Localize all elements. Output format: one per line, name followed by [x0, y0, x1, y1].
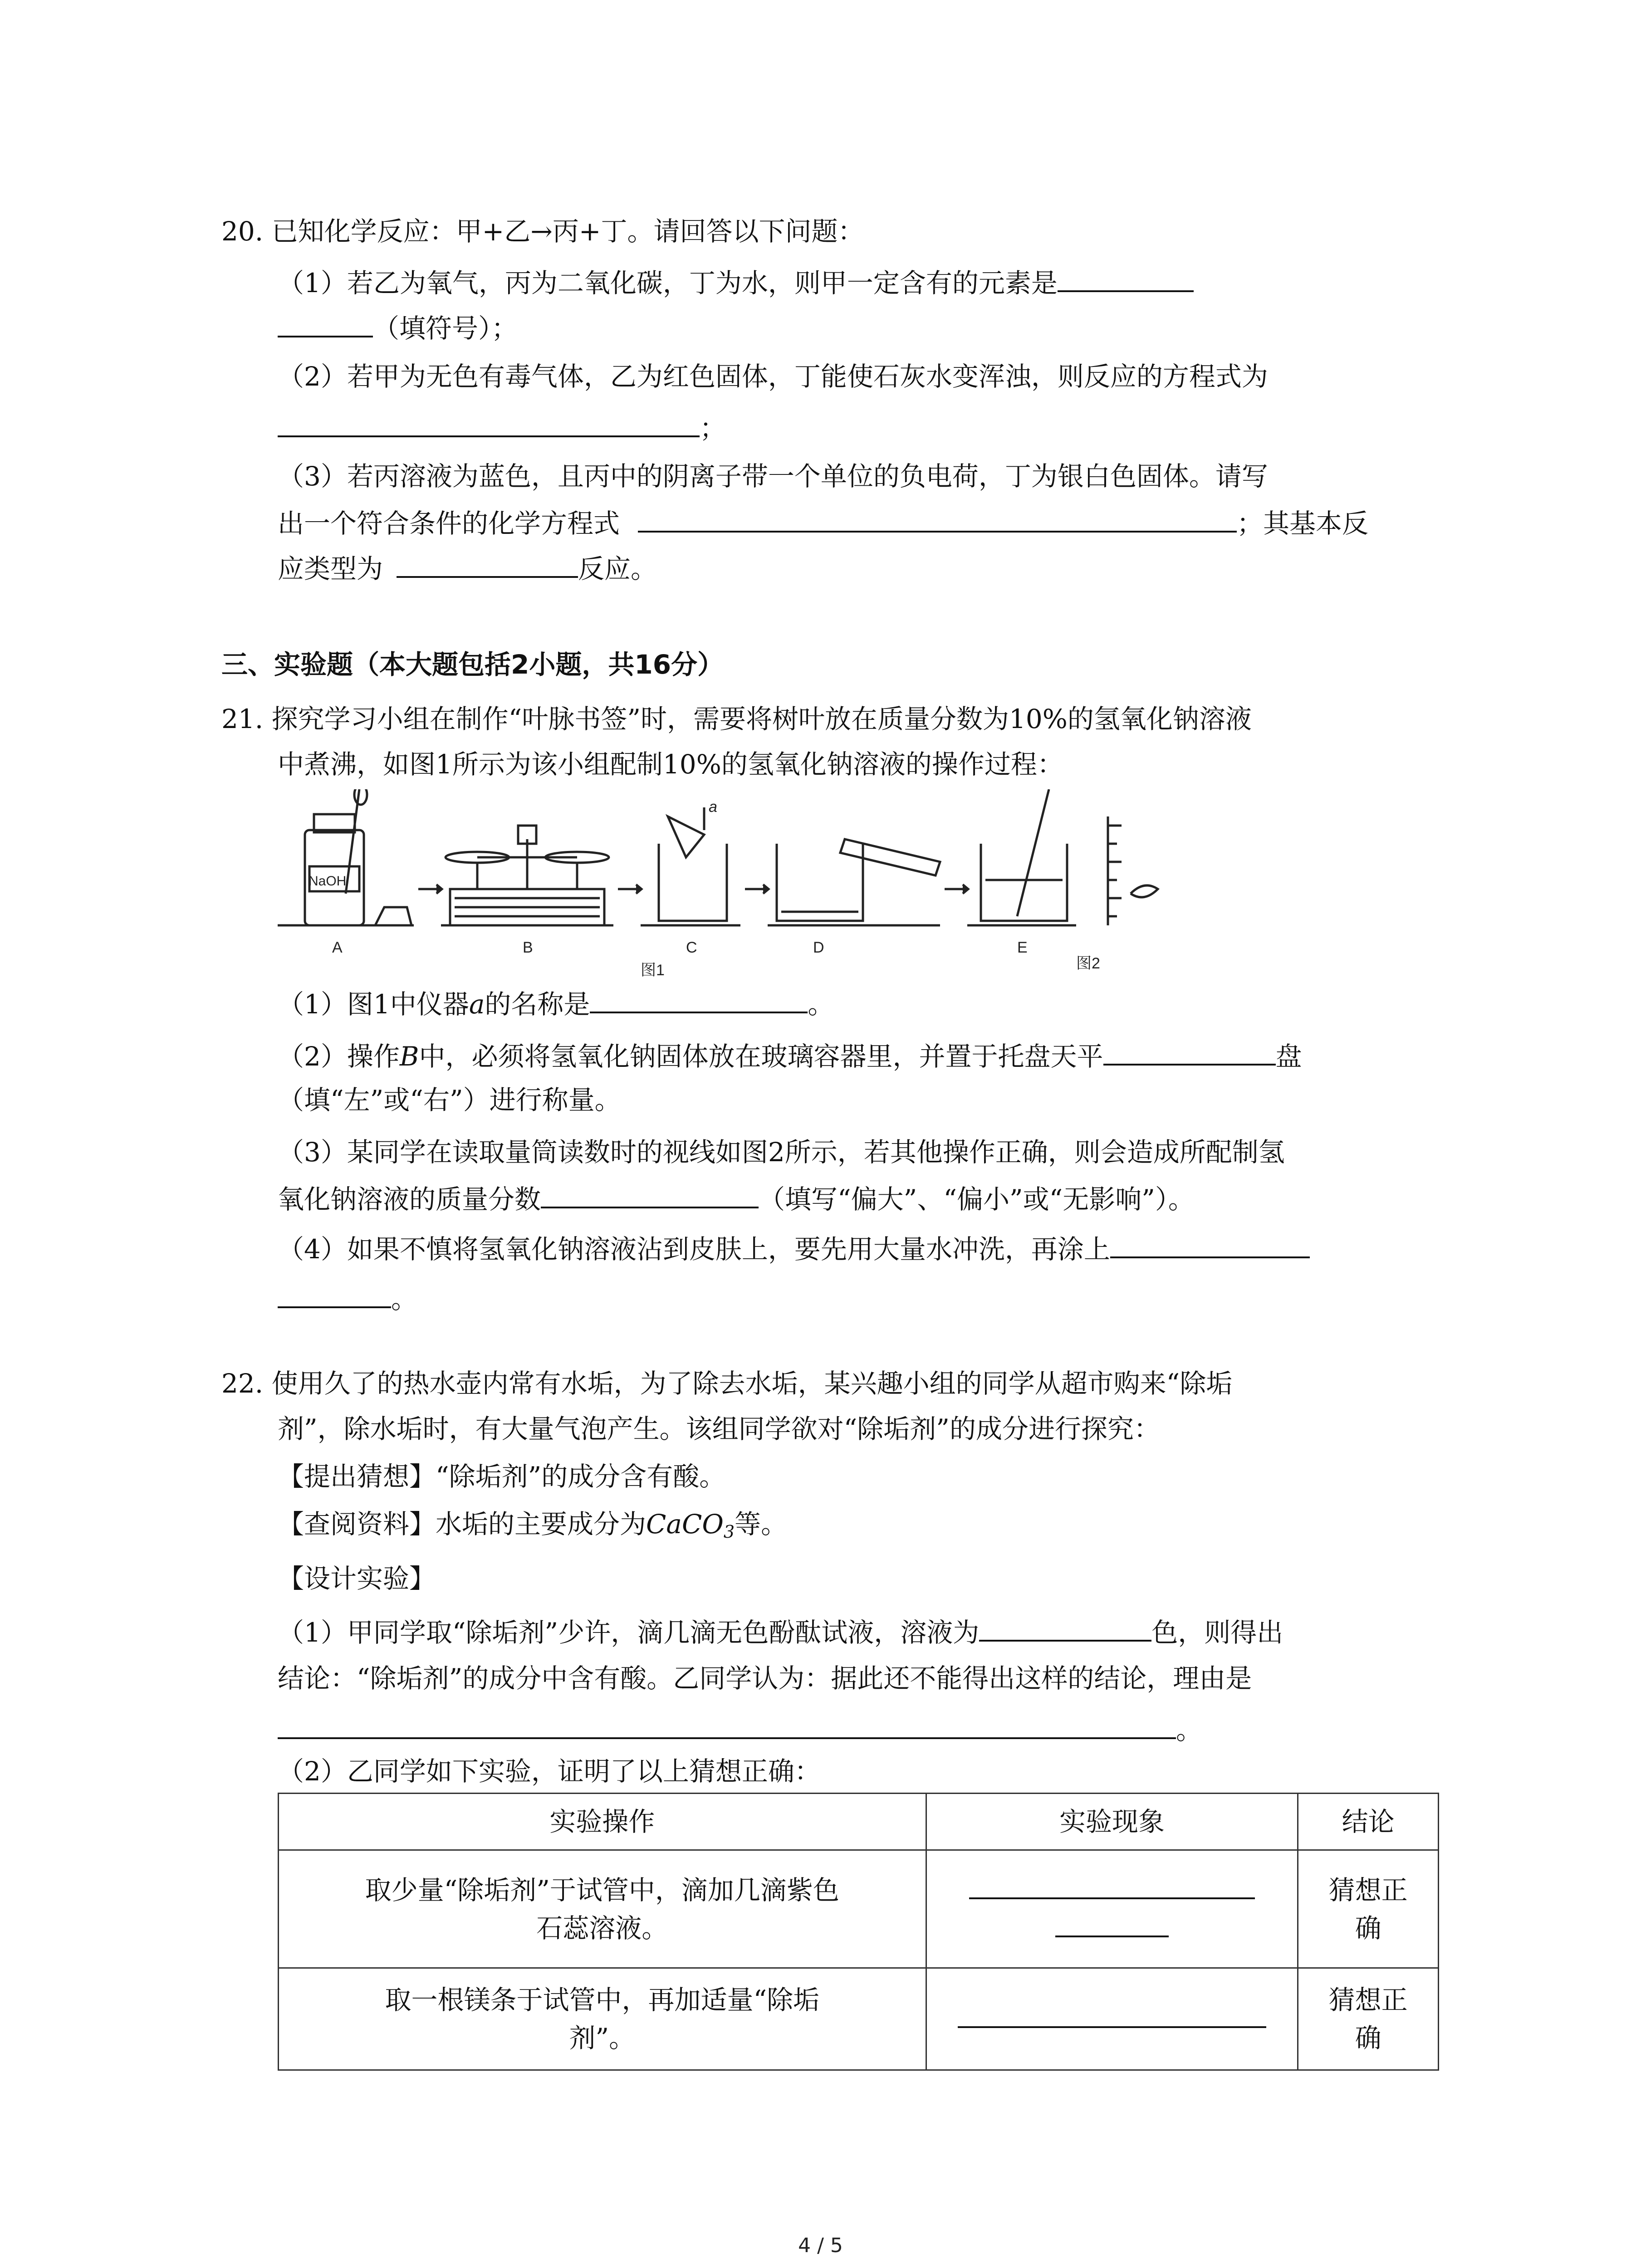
- conclusion-text: 确: [1355, 1912, 1381, 1944]
- header-conclusion: 结论: [1298, 1794, 1439, 1850]
- q22-info-end: 等。: [735, 1509, 788, 1540]
- table-row: [279, 1968, 1439, 2070]
- phenomenon-cell: [926, 1968, 1298, 2070]
- q21-p2-var: B: [399, 1041, 419, 1072]
- fig1-caption: 图1: [641, 962, 665, 979]
- naoh-label: NaOH: [309, 874, 347, 889]
- q22-part2: （2）乙同学如下实验，证明了以上猜想正确：: [278, 1756, 821, 1787]
- beaker-c: [659, 844, 727, 921]
- q20-p3-end: 反应。: [578, 553, 657, 584]
- operation-text: 石蕊溶液。: [536, 1912, 668, 1944]
- q20-part3-type: [278, 549, 657, 587]
- answer-blank[interactable]: [397, 549, 578, 578]
- q21-p1-end: 。: [808, 989, 834, 1020]
- operation-text: 取一根镁条于试管中，再加适量“除垢: [385, 1984, 820, 2015]
- q21-part4-cont: [278, 1279, 417, 1317]
- q22-p1-end: 。: [1176, 1715, 1203, 1745]
- answer-blank[interactable]: [590, 984, 808, 1013]
- label-D: D: [813, 939, 824, 956]
- q22-guess: 【提出猜想】“除垢剂”的成分含有酸。: [278, 1461, 726, 1492]
- answer-blank[interactable]: [541, 1179, 759, 1208]
- label-B: B: [523, 939, 533, 956]
- q21-stem-2: 中煮沸，如图1所示为该小组配制10%的氢氧化钠溶液的操作过程：: [278, 749, 1063, 780]
- q20-p2-suffix: ；: [700, 413, 726, 444]
- q22-p1-suffix: 色，则得出: [1151, 1617, 1283, 1648]
- fig2-caption: 图2: [1076, 955, 1100, 972]
- experiment-table: [278, 1793, 1439, 2071]
- q20-p1-text: （1）若乙为氧气，丙为二氧化碳，丁为水，则甲一定含有的元素是: [278, 268, 1058, 298]
- answer-blank[interactable]: [278, 408, 700, 437]
- q21-p1-var: a: [469, 989, 485, 1020]
- spoon: [346, 789, 359, 894]
- conclusion-cell: [1298, 1850, 1439, 1968]
- conclusion-text: 确: [1355, 2023, 1381, 2053]
- label-E: E: [1017, 939, 1028, 956]
- answer-blank[interactable]: [1055, 1913, 1169, 1937]
- operation-cell: [279, 1968, 926, 2070]
- q22-p1-text: （1）甲同学取“除垢剂”少许，滴几滴无色酚酞试液，溶液为: [278, 1617, 980, 1648]
- q20-p3-type-label: 应类型为: [278, 553, 383, 584]
- q21-part3: （3）某同学在读取量筒读数时的视线如图2所示，若其他操作正确，则会造成所配制氢: [278, 1137, 1285, 1168]
- answer-blank[interactable]: [638, 503, 1237, 533]
- glass-rod: [1017, 789, 1049, 916]
- q21-p2-text: （2）操作: [278, 1041, 400, 1072]
- graduated-cylinder: [840, 839, 940, 875]
- q20-p3-suffix: ；其基本反: [1237, 508, 1369, 539]
- q20-stem: 20. 已知化学反应：甲+乙→丙+丁。请回答以下问题：: [221, 216, 864, 247]
- q22-info: [278, 1506, 787, 1550]
- q22-part1-reason: [278, 1710, 1202, 1748]
- spoon-bowl: [354, 789, 367, 805]
- q21-p3-text: 氧化钠溶液的质量分数: [278, 1184, 541, 1215]
- answer-blank[interactable]: [1103, 1036, 1276, 1066]
- q21-p3-suffix: （填写“偏大”、“偏小”或“无影响”）。: [759, 1184, 1195, 1215]
- section-title: 三、实验题（本大题包括2小题，共16分）: [221, 649, 724, 680]
- answer-blank[interactable]: [1058, 263, 1194, 292]
- q20-part2-cont: [278, 408, 726, 446]
- answer-blank[interactable]: [278, 1279, 391, 1308]
- q22-stem-2: 剂”，除水垢时，有大量气泡产生。该组同学欲对“除垢剂”的成分进行探究：: [278, 1413, 1160, 1444]
- table-header-row: [279, 1794, 1439, 1850]
- q21-part1: [278, 984, 834, 1022]
- caco3-formula: CaCO: [646, 1509, 724, 1540]
- q22-part1: [278, 1613, 1283, 1651]
- answer-blank[interactable]: [958, 2004, 1266, 2028]
- bottle-stopper: [375, 907, 411, 925]
- q20-p1-suffix: （填符号）；: [373, 313, 518, 344]
- q21-p1-text-b: 的名称是: [485, 989, 590, 1020]
- q21-part2-cont: （填“左”或“右”）进行称量。: [278, 1085, 621, 1115]
- q20-p3-text: 出一个符合条件的化学方程式: [278, 508, 620, 539]
- q20-part1-cont: [278, 308, 518, 347]
- experiment-figure: [278, 789, 1167, 980]
- q22-stem-1: 22. 使用久了的热水壶内常有水垢，为了除去水垢，某兴趣小组的同学从超市购来“除垢: [221, 1368, 1233, 1399]
- table-row: [279, 1850, 1439, 1968]
- phenomenon-cell: [926, 1850, 1298, 1968]
- label-A: A: [332, 939, 343, 956]
- header-operation: 实验操作: [279, 1794, 926, 1850]
- operation-text: 剂”。: [569, 2023, 636, 2053]
- q21-p4-end: 。: [391, 1284, 418, 1315]
- operation-cell: [279, 1850, 926, 1968]
- caco3-subscript: 3: [723, 1522, 735, 1542]
- conclusion-text: 猜想正: [1328, 1874, 1408, 1906]
- q20-part3-cont: [278, 503, 1368, 542]
- q22-info-text: 【查阅资料】水垢的主要成分为: [278, 1509, 647, 1540]
- label-a: a: [709, 798, 717, 816]
- answer-blank[interactable]: [979, 1613, 1151, 1642]
- beaker-e: [981, 844, 1067, 921]
- conclusion-text: 猜想正: [1328, 1984, 1408, 2015]
- label-C: C: [686, 939, 697, 956]
- answer-blank[interactable]: [278, 308, 373, 337]
- conclusion-cell: [1298, 1968, 1439, 2070]
- q21-p4-text: （4）如果不慎将氢氧化钠溶液沾到皮肤上，要先用大量水冲洗，再涂上: [278, 1234, 1110, 1265]
- weighing-paper: [668, 816, 704, 857]
- q21-part3-cont: [278, 1179, 1195, 1217]
- eye: [1131, 885, 1158, 897]
- header-phenomenon: 实验现象: [926, 1794, 1298, 1850]
- answer-blank[interactable]: [1110, 1229, 1310, 1258]
- q21-part4: [278, 1229, 1310, 1267]
- q22-design: 【设计实验】: [278, 1563, 436, 1594]
- q21-p2-suffix: 盘: [1275, 1041, 1302, 1072]
- page-number: 4 / 5: [798, 2234, 843, 2257]
- q20-part2: （2）若甲为无色有毒气体，乙为红色固体，丁能使石灰水变浑浊，则反应的方程式为: [278, 361, 1268, 392]
- operation-text: 取少量“除垢剂”于试管中，滴加几滴紫色: [365, 1874, 839, 1906]
- answer-blank[interactable]: [969, 1875, 1255, 1899]
- q21-part2: [278, 1036, 1302, 1075]
- answer-blank[interactable]: [278, 1710, 1176, 1739]
- q20-part1: [278, 263, 1194, 301]
- q21-p1-text: （1）图1中仪器: [278, 989, 469, 1020]
- q20-part3: （3）若丙溶液为蓝色，且丙中的阴离子带一个单位的负电荷，丁为银白色固体。请写: [278, 461, 1268, 492]
- q22-part1-cont: 结论：“除垢剂”的成分中含有酸。乙同学认为：据此还不能得出这样的结论，理由是: [278, 1663, 1252, 1694]
- q21-stem-1: 21. 探究学习小组在制作“叶脉书签”时，需要将树叶放在质量分数为10%的氢氧化钠溶液: [221, 704, 1252, 734]
- q21-p2-text-b: 中，必须将氢氧化钠固体放在玻璃容器里，并置于托盘天平: [419, 1041, 1103, 1072]
